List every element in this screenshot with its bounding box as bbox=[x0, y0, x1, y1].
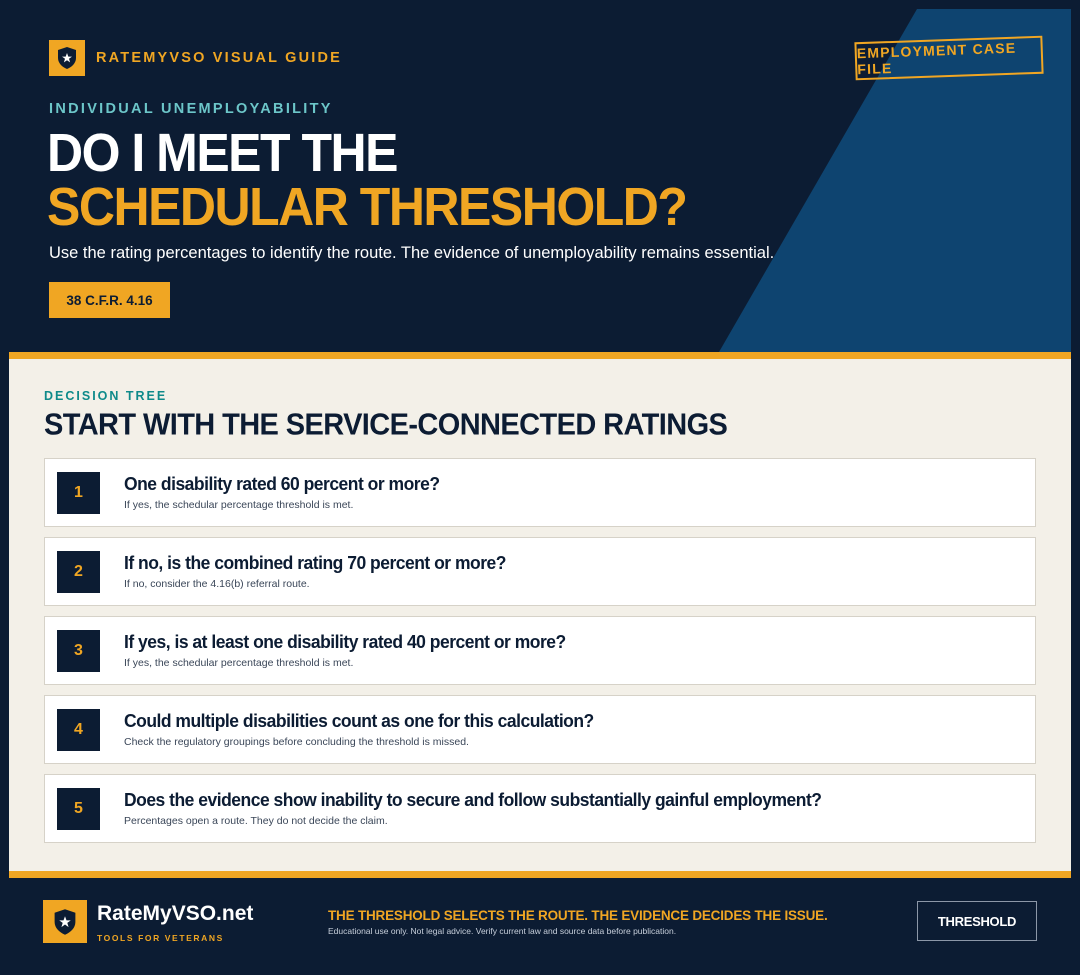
step-note: Check the regulatory groupings before concluding the threshold is missed. bbox=[124, 736, 469, 748]
step-number: 1 bbox=[57, 472, 100, 514]
site-tagline: TOOLS FOR VETERANS bbox=[97, 933, 224, 943]
page-subtitle: Use the rating percentages to identify the route. The evidence of unemployability remains essential. bbox=[49, 244, 775, 262]
step-number: 5 bbox=[57, 788, 100, 830]
page-title-line-1: DO I MEET THE bbox=[47, 123, 397, 183]
step-card bbox=[44, 695, 1036, 764]
gold-divider-top bbox=[9, 352, 1071, 359]
step-question: One disability rated 60 percent or more? bbox=[124, 473, 440, 494]
shield-star-icon bbox=[49, 40, 85, 76]
decision-tree-section bbox=[9, 359, 1071, 871]
brand-label: RATEMYVSO VISUAL GUIDE bbox=[96, 50, 343, 66]
step-question: If no, is the combined rating 70 percent or more? bbox=[124, 552, 506, 573]
shield-star-icon bbox=[43, 900, 87, 943]
footer-headline: THE THRESHOLD SELECTS THE ROUTE. THE EVIDENCE DECIDES THE ISSUE. bbox=[328, 908, 828, 923]
step-note: Percentages open a route. They do not decide the claim. bbox=[124, 815, 388, 827]
hero-banner bbox=[9, 9, 1071, 352]
step-question: If yes, is at least one disability rated 40 percent or more? bbox=[124, 631, 566, 652]
step-card bbox=[44, 774, 1036, 843]
step-number: 3 bbox=[57, 630, 100, 672]
eyebrow-label: INDIVIDUAL UNEMPLOYABILITY bbox=[49, 101, 333, 117]
threshold-button[interactable]: THRESHOLD bbox=[917, 901, 1037, 941]
site-name: RateMyVSO.net bbox=[97, 902, 254, 925]
case-file-tag: EMPLOYMENT CASE FILE bbox=[854, 36, 1043, 81]
step-question: Could multiple disabilities count as one for this calculation? bbox=[124, 710, 594, 731]
footer-disclaimer: Educational use only. Not legal advice. Verify current law and source data before publication. bbox=[328, 926, 677, 936]
brand-header bbox=[49, 40, 342, 76]
step-number: 4 bbox=[57, 709, 100, 751]
step-card bbox=[44, 616, 1036, 685]
step-card bbox=[44, 458, 1036, 527]
step-question: Does the evidence show inability to secure and follow substantially gainful employment? bbox=[124, 789, 822, 810]
step-number: 2 bbox=[57, 551, 100, 593]
page-title-line-2: SCHEDULAR THRESHOLD? bbox=[47, 177, 687, 237]
regulation-badge: 38 C.F.R. 4.16 bbox=[49, 282, 170, 318]
step-card bbox=[44, 537, 1036, 606]
gold-divider-bottom bbox=[9, 871, 1071, 878]
step-list bbox=[44, 458, 1036, 853]
step-note: If no, consider the 4.16(b) referral route. bbox=[124, 578, 310, 590]
section-label: DECISION TREE bbox=[44, 389, 168, 403]
guide-card bbox=[9, 9, 1071, 966]
section-title: START WITH THE SERVICE-CONNECTED RATINGS bbox=[44, 408, 728, 443]
step-note: If yes, the schedular percentage threshold is met. bbox=[124, 499, 354, 511]
step-note: If yes, the schedular percentage threshold is met. bbox=[124, 657, 354, 669]
footer-bar bbox=[9, 878, 1071, 966]
